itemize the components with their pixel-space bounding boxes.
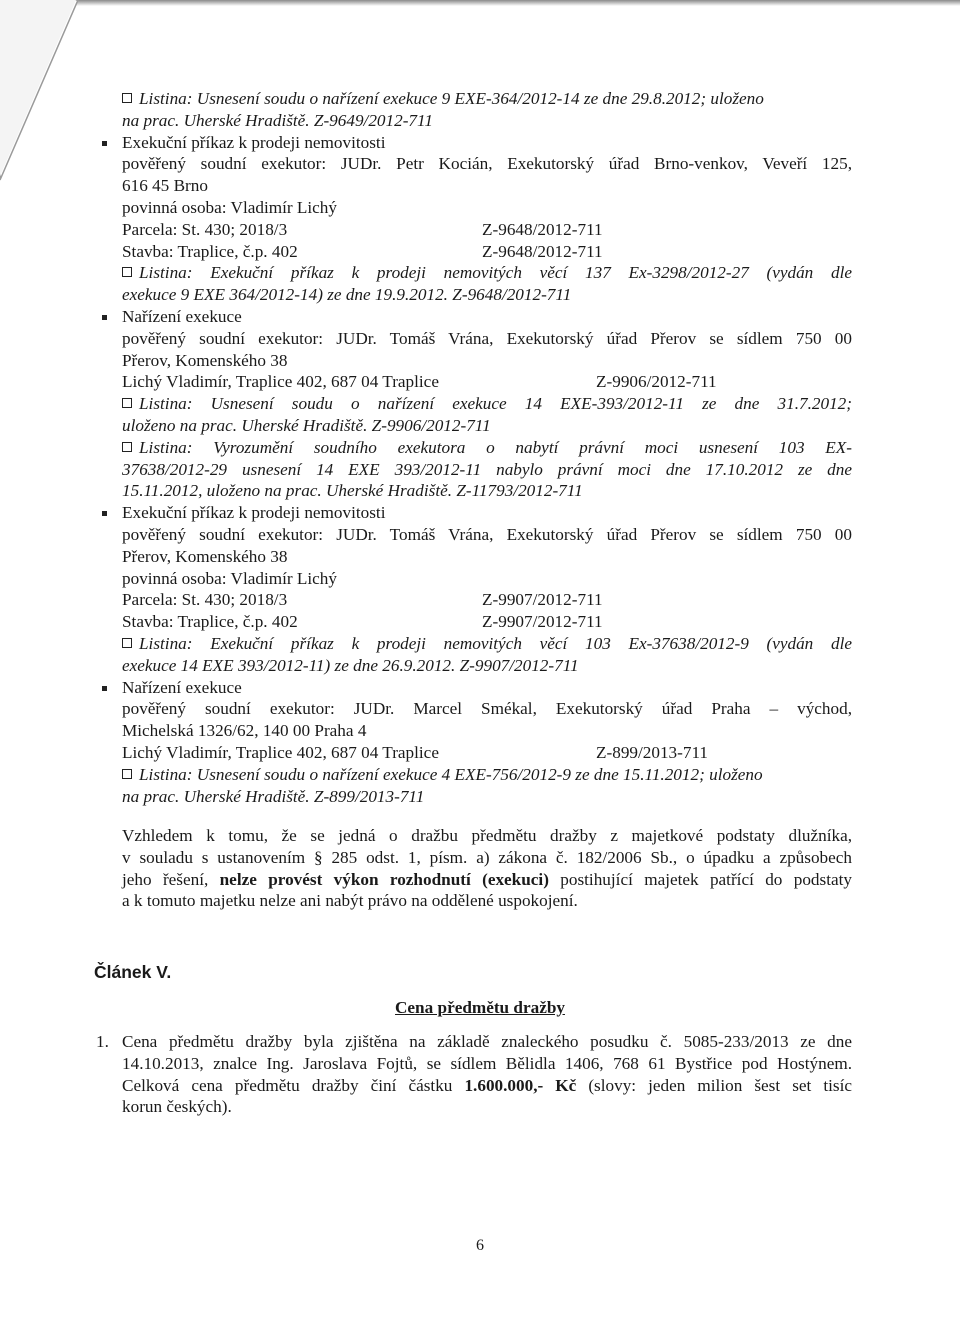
list-item-text xyxy=(122,262,852,284)
list-item-text: povinná osoba: Vladimír Lichý xyxy=(122,197,337,217)
list-item-text: na prac. Uherské Hradiště. Z-899/2013-711 xyxy=(122,786,425,806)
price-line xyxy=(122,1075,852,1097)
price-text: (slovy: jeden milion šest set tisíc xyxy=(576,1075,852,1095)
list-line xyxy=(122,677,852,699)
list-item-text xyxy=(122,633,852,655)
list-line xyxy=(122,698,852,720)
checkbox-square-icon xyxy=(122,93,132,103)
list-line xyxy=(122,153,852,175)
list-item-title: Nařízení exekuce xyxy=(122,306,242,326)
section-heading: Cena předmětu dražby xyxy=(395,998,565,1017)
list-line xyxy=(122,175,852,197)
list-item-text: exekuce 9 EXE 364/2012-14) ze dne 19.9.2012. Z-9648/2012-711 xyxy=(122,285,572,305)
record-reference: Z-9906/2012-711 xyxy=(596,372,717,392)
list-item-text: exekuce 14 EXE 393/2012-11) ze dne 26.9.2012. Z-9907/2012-711 xyxy=(122,655,579,675)
list-line xyxy=(122,459,852,481)
listina-text: Listina: Usnesení soudu o nařízení exekuce 9 EXE-364/2012-14 ze dne 29.8.2012; uloženo xyxy=(139,89,764,108)
scan-edge-top xyxy=(0,0,960,6)
list-item-text: 616 45 Brno xyxy=(122,176,208,196)
list-line xyxy=(122,742,852,764)
list-item-text: Michelská 1326/62, 140 00 Praha 4 xyxy=(122,721,367,741)
record-label: Parcela: St. 430; 2018/3 xyxy=(122,590,288,610)
listina-text: Listina: Exekuční příkaz k prodeji nemovitých věcí 137 Ex-3298/2012-27 (vydán dle xyxy=(139,263,852,283)
checkbox-square-icon xyxy=(122,398,132,408)
listina-text: Listina: Usnesení soudu o nařízení exekuce 4 EXE-756/2012-9 ze dne 15.11.2012; uloženo xyxy=(139,764,763,784)
listina-text: Listina: Exekuční příkaz k prodeji nemovitých věcí 103 Ex-37638/2012-9 (vydán dle xyxy=(139,633,852,653)
conclusion-line: a k tomuto majetku nelze ani nabýt právo na oddělené uspokojení. xyxy=(122,891,578,911)
list-line xyxy=(122,284,852,306)
checkbox-square-icon xyxy=(122,769,132,779)
record-reference: Z-9907/2012-711 xyxy=(482,590,603,610)
conclusion-text: postihující majetek patřící do podstaty xyxy=(548,869,852,889)
list-line xyxy=(122,480,852,502)
list-item-text: Přerov, Komenského 38 xyxy=(122,350,288,370)
checkbox-square-icon xyxy=(122,442,132,452)
list-item-text xyxy=(122,765,763,784)
price-amount: 1.600.000,- Kč xyxy=(464,1075,577,1095)
list-line xyxy=(122,371,852,393)
list-line xyxy=(122,197,852,219)
list-line xyxy=(122,328,852,350)
list-line xyxy=(122,786,852,808)
conclusion-bold-text: nelze provést výkon rozhodnutí (exekuci) xyxy=(219,869,549,889)
point-number: 1. xyxy=(96,1032,109,1051)
list-line xyxy=(122,88,852,110)
scan-edge-left xyxy=(0,0,120,190)
list-line xyxy=(122,568,852,590)
list-line xyxy=(122,110,852,132)
checkbox-square-icon xyxy=(122,638,132,648)
list-item-title: Nařízení exekuce xyxy=(122,677,242,697)
conclusion-line: v souladu s ustanovením § 285 odst. 1, písm. a) zákona č. 182/2006 Sb., o úpadku a způsobech xyxy=(122,847,852,867)
list-item-text xyxy=(122,393,852,415)
list-line xyxy=(122,393,852,415)
list-item-text: 15.11.2012, uloženo na prac. Uherské Hradiště. Z-11793/2012-711 xyxy=(122,481,583,501)
list-line xyxy=(122,241,852,263)
list-line xyxy=(122,219,852,241)
page-number: 6 xyxy=(476,1237,484,1254)
record-label: Parcela: St. 430; 2018/3 xyxy=(122,219,288,239)
list-item-title: Exekuční příkaz k prodeji nemovitosti xyxy=(122,503,386,523)
list-item-text: 37638/2012-29 usnesení 14 EXE 393/2012-11 nabylo právní moci dne 17.10.2012 ze dne xyxy=(122,459,852,479)
record-label: Stavba: Traplice, č.p. 402 xyxy=(122,241,298,261)
article-heading: Článek V. xyxy=(94,962,172,982)
list-line xyxy=(122,720,852,742)
price-text: Celková cena předmětu dražby činí částku xyxy=(122,1075,465,1095)
list-line xyxy=(122,611,852,633)
list-item-text: povinná osoba: Vladimír Lichý xyxy=(122,568,337,588)
list-item-text: Přerov, Komenského 38 xyxy=(122,546,288,566)
list-line xyxy=(122,132,852,154)
list-line xyxy=(122,415,852,437)
list-line xyxy=(122,589,852,611)
list-line xyxy=(122,546,852,568)
list-item-text: na prac. Uherské Hradiště. Z-9649/2012-711 xyxy=(122,110,433,130)
record-reference: Z-899/2013-711 xyxy=(596,742,709,762)
conclusion-line: Vzhledem k tomu, že se jedná o dražbu předmětu dražby z majetkové podstaty dlužníka, xyxy=(122,826,852,845)
list-line xyxy=(122,524,852,546)
list-line xyxy=(122,502,852,524)
bullet-icon xyxy=(102,511,107,516)
list-line xyxy=(122,437,852,459)
bullet-icon xyxy=(102,141,107,146)
list-line xyxy=(122,764,852,786)
record-reference: Z-9907/2012-711 xyxy=(482,612,603,632)
list-line xyxy=(122,350,852,372)
list-line xyxy=(122,633,852,655)
list-line xyxy=(122,306,852,328)
list-item-text xyxy=(122,437,852,459)
record-label: Lichý Vladimír, Traplice 402, 687 04 Traplice xyxy=(122,372,439,392)
conclusion-paragraph xyxy=(122,825,852,912)
conclusion-text: jeho řešení, xyxy=(122,869,220,889)
list-item-title: Exekuční příkaz k prodeji nemovitosti xyxy=(122,132,386,152)
encumbrance-list xyxy=(122,88,852,807)
price-point xyxy=(96,1031,852,1118)
list-item-text: pověřený soudní exekutor: JUDr. Marcel Smékal, Exekutorský úřad Praha – východ, xyxy=(122,699,852,719)
listina-text: Listina: Usnesení soudu o nařízení exekuce 14 EXE-393/2012-11 ze dne 31.7.2012; xyxy=(139,394,852,414)
conclusion-line xyxy=(122,869,852,891)
price-line: korun českých). xyxy=(122,1097,232,1117)
record-reference: Z-9648/2012-711 xyxy=(482,219,603,239)
price-line: 14.10.2013, znalce Ing. Jaroslava Fojtů, se sídlem Bělidla 1406, 768 61 Bystřice pod Hostýnem. xyxy=(122,1053,852,1073)
list-item-text: pověřený soudní exekutor: JUDr. Petr Kocián, Exekutorský úřad Brno-venkov, Veveří 125, xyxy=(122,154,852,174)
listina-text: Listina: Vyrozumění soudního exekutora o nabytí právní moci usnesení 103 EX- xyxy=(139,437,852,457)
record-reference: Z-9648/2012-711 xyxy=(482,241,603,261)
bullet-icon xyxy=(102,686,107,691)
list-item-text: pověřený soudní exekutor: JUDr. Tomáš Vrána, Exekutorský úřad Přerov se sídlem 750 00 xyxy=(122,524,852,544)
bullet-icon xyxy=(102,315,107,320)
list-item-text: uloženo na prac. Uherské Hradiště. Z-9906/2012-711 xyxy=(122,415,491,435)
price-line: Cena předmětu dražby byla zjištěna na základě znaleckého posudku č. 5085-233/2013 ze dne xyxy=(122,1032,852,1051)
list-line xyxy=(122,655,852,677)
list-item-text: pověřený soudní exekutor: JUDr. Tomáš Vrána, Exekutorský úřad Přerov se sídlem 750 00 xyxy=(122,328,852,348)
checkbox-square-icon xyxy=(122,267,132,277)
record-label: Stavba: Traplice, č.p. 402 xyxy=(122,612,298,632)
list-line xyxy=(122,262,852,284)
record-label: Lichý Vladimír, Traplice 402, 687 04 Traplice xyxy=(122,742,439,762)
list-item-text xyxy=(122,89,764,108)
